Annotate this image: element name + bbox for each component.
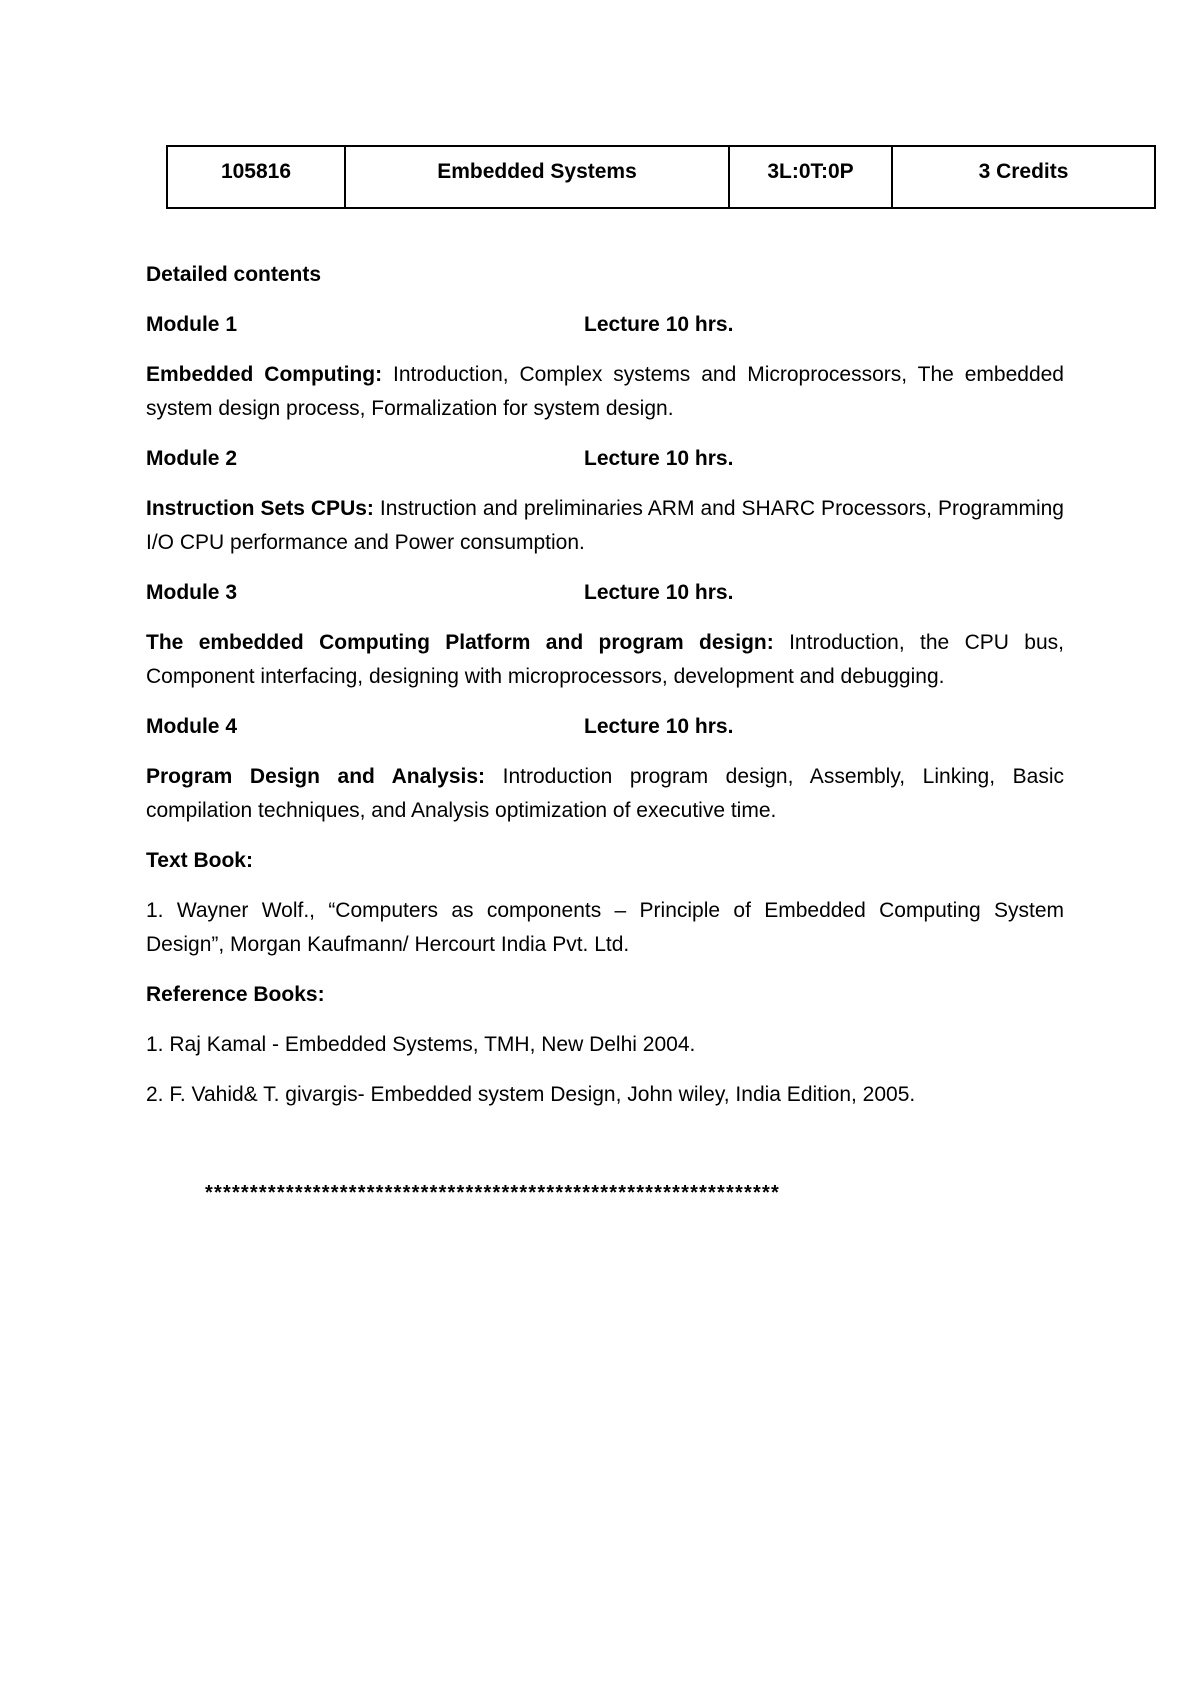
- course-info-row: [167, 146, 1155, 208]
- document-content: [146, 258, 1064, 1128]
- module-3-header: [146, 576, 1064, 610]
- module-text: Introduction program design, Assembly, Linking, Basic compilation techniques, and Analysis optimization of executive time.: [146, 765, 1064, 822]
- detailed-contents-heading: Detailed contents: [146, 263, 322, 286]
- module-4-description: [146, 760, 1064, 828]
- reference-book-item: 1. Raj Kamal - Embedded Systems, TMH, New Delhi 2004.: [146, 1033, 696, 1056]
- module-label: Module 1: [146, 313, 238, 336]
- module-topic: Embedded Computing:: [146, 363, 383, 386]
- module-lecture-hours: Lecture 10 hrs.: [584, 581, 734, 604]
- text-book-item: 1. Wayner Wolf., “Computers as components – Principle of Embedded Computing System Design”, Morgan Kaufmann/ Hercourt India Pvt. Ltd.: [146, 899, 1064, 956]
- course-title: Embedded Systems: [345, 146, 729, 208]
- module-1-header: [146, 308, 1064, 342]
- module-text: Instruction and preliminaries ARM and SHARC Processors, Programming I/O CPU performance and Power consumption.: [146, 497, 1064, 554]
- module-3-description: [146, 626, 1064, 694]
- module-lecture-hours: Lecture 10 hrs.: [584, 447, 734, 470]
- module-topic: Instruction Sets CPUs:: [146, 497, 374, 520]
- reference-book-item: 2. F. Vahid& T. givargis- Embedded system Design, John wiley, India Edition, 2005.: [146, 1083, 916, 1106]
- module-1-description: [146, 358, 1064, 426]
- course-code: 105816: [167, 146, 345, 208]
- module-lecture-hours: Lecture 10 hrs.: [584, 715, 734, 738]
- module-text: Introduction, Complex systems and Microprocessors, The embedded system design process, Formalization for system design.: [146, 363, 1064, 420]
- module-label: Module 2: [146, 447, 238, 470]
- reference-books-heading: Reference Books:: [146, 983, 325, 1006]
- module-text: Introduction, the CPU bus, Component interfacing, designing with microprocessors, development and debugging.: [146, 631, 1064, 688]
- module-label: Module 3: [146, 581, 238, 604]
- course-credits: 3 Credits: [892, 146, 1155, 208]
- module-label: Module 4: [146, 715, 238, 738]
- module-2-description: [146, 492, 1064, 560]
- course-info-table: [166, 145, 1156, 209]
- module-topic: Program Design and Analysis:: [146, 765, 486, 788]
- module-2-header: [146, 442, 1064, 476]
- module-topic: The embedded Computing Platform and program design:: [146, 631, 774, 654]
- course-ltp: 3L:0T:0P: [729, 146, 892, 208]
- module-4-header: [146, 710, 1064, 744]
- footer-separator-stars: ****************************************************************: [205, 1182, 780, 1204]
- text-book-heading: Text Book:: [146, 849, 253, 872]
- module-lecture-hours: Lecture 10 hrs.: [584, 313, 734, 336]
